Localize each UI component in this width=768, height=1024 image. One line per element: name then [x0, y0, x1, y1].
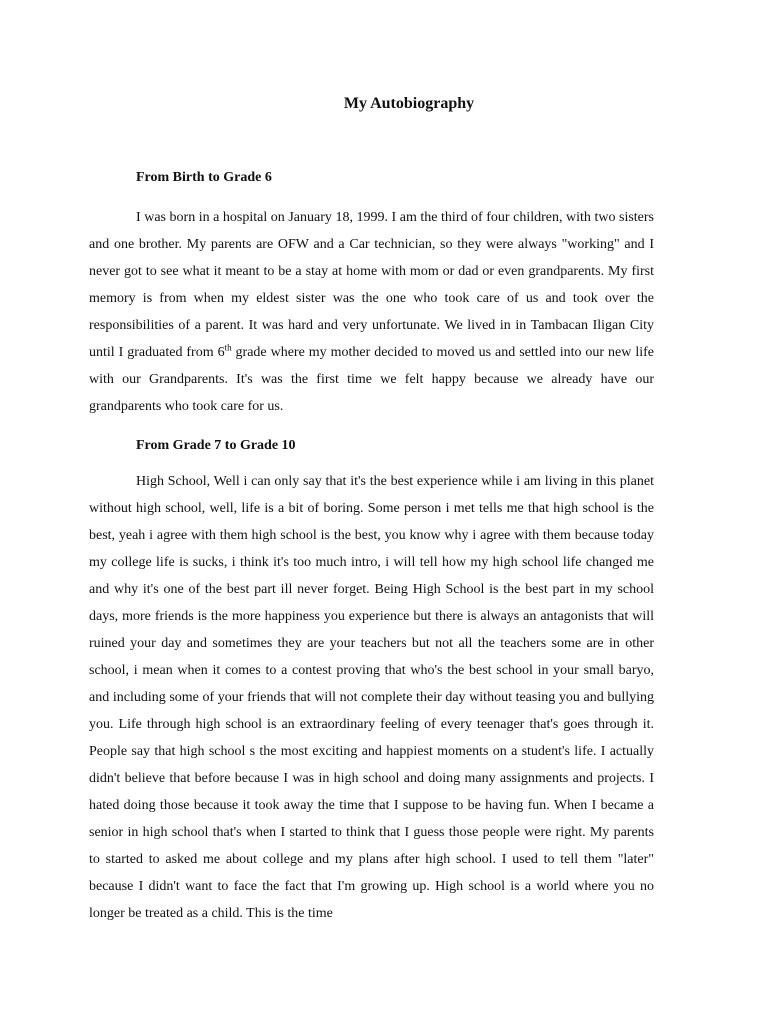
document-title: My Autobiography: [343, 95, 475, 112]
section-heading-grade7-to-grade10: From Grade 7 to Grade 10: [136, 438, 296, 453]
section-heading-birth-to-grade6: From Birth to Grade 6: [136, 170, 272, 185]
ordinal-superscript: th: [224, 342, 232, 353]
paragraph-text-continued: grade where my mother decided to moved us and settled into our new life with our Grandparents. It's was the first time we felt happy because we already have our grandparents who took care for us.: [89, 345, 654, 414]
section-paragraph-birth-to-grade6: [89, 204, 654, 420]
document-page: [89, 0, 654, 1024]
paragraph-text: I was born in a hospital on January 18, 1999. I am the third of four children, with two sisters and one brother. My parents are OFW and a Car technician, so they were always "working" and I never got to see what it meant to be a stay at home with mom or dad or even grandparents. My first memory is from when my eldest sister was the one who took care of us and took over the responsibilities of a parent. It was hard and very unfortunate. We lived in in Tambacan Iligan City until I graduated from 6: [89, 210, 654, 360]
section-paragraph-grade7-to-grade10: High School, Well i can only say that it's the best experience while i am living in this planet without high school, well, life is a bit of boring. Some person i met tells me that high school is the best, yeah i agree with them high school is the best, you know why i agree with them because today my college life is sucks, i think it's too much intro, i will tell how my high school life changed me and why it's one of the best part ill never forget. Being High School is the best part in my school days, more friends is the more happiness you experience but there is always an antagonists that will ruined your day and sometimes they are your teachers but not all the teachers some are in other school, i mean when it comes to a contest proving that who's the best school in your small baryo, and including some of your friends that will not complete their day without teasing you and bullying you. Life through high school is an extraordinary feeling of every teenager that's goes through it. People say that high school s the most exciting and happiest moments on a student's life. I actually didn't believe that before because I was in high school and doing many assignments and projects. I hated doing those because it took away the time that I suppose to be having fun. When I became a senior in high school that's when I started to think that I guess those people were right. My parents to started to asked me about college and my plans after high school. I used to tell them "later" because I didn't want to face the fact that I'm growing up. High school is a world where you no longer be treated as a child. This is the time: [89, 474, 654, 921]
